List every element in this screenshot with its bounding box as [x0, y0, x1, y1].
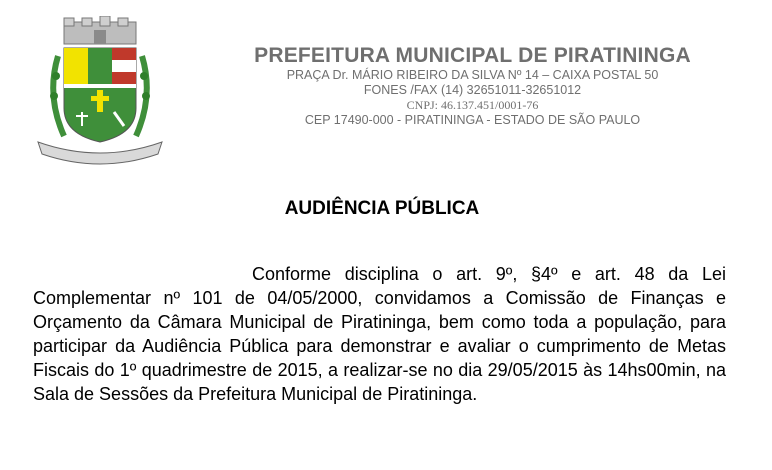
document-title: [0, 198, 772, 220]
organization-name: PREFEITURA MUNICIPAL DE PIRATININGA: [254, 44, 691, 67]
cep-line: CEP 17490-000 - PIRATININGA - ESTADO DE SÃO PAULO: [304, 113, 641, 127]
phone-line: FONES /FAX (14) 32651011-32651012: [363, 83, 582, 97]
crest-icon: [30, 16, 170, 176]
address-line: PRAÇA Dr. MÁRIO RIBEIRO DA SILVA Nº 14 – CAIXA POSTAL 50: [286, 68, 659, 82]
title-text: AUDIÊNCIA PÚBLICA: [284, 198, 480, 219]
cnpj-line: CNPJ: 46.137.451/0001-76: [406, 98, 539, 112]
document-body: Conforme disciplina o art. 9º, §4º e art. 48 da Lei Complementar nº 101 de 04/05/2000, convidamos a Comissão de Finanças e Orçamento da Câmara Municipal de Piratininga, bem como toda a população, para participar da Audiência Pública para demonstrar e avaliar o cumprimento de Metas Fiscais do 1º quadrimestre de 2015, a realizar-se no dia 29/05/2015 às 14hs00min, na Sala de Sessões da Prefeitura Municipal de Piratininga.: [33, 264, 726, 404]
municipal-crest: [30, 16, 170, 176]
letterhead: [200, 44, 745, 128]
